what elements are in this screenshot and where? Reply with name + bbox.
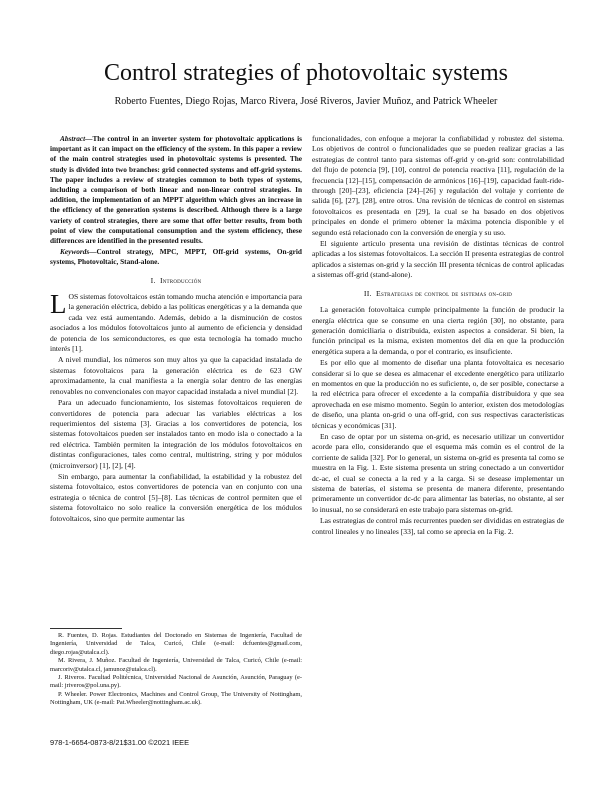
footnote: P. Wheeler. Power Electronics, Machines and Control Group, The University of Nottingham, Nottingham, UK (e-mail: Pat.Wheeler@nottingham.ac.uk).: [50, 690, 302, 707]
section-title: Introducción: [159, 275, 202, 285]
abstract: [50, 134, 302, 246]
intro-paragraph-1-text: OS sistemas fotovoltaicos están tomando mucha atención e importancia para la generación eléctrica, debido a las políticas energéticas y a la demanda que cada vez está aumentando. Además, debido a la disminución de costos asociados a los módulos fotovoltaicos junto al aumento de eficiencia y densidad de potencia de los semiconductores, es que esta tecnología ha tomado mucho interés [1].: [50, 292, 302, 354]
keywords-text: —Control strategy, MPC, MPPT, Off-grid systems, On-grid systems, Photovoltaic, Stand-alone.: [50, 247, 302, 267]
paper-title: Control strategies of photovoltaic systems: [104, 60, 508, 86]
footnote-rule: [50, 628, 122, 629]
abstract-text: —The control in an inverter system for photovoltaic applications is important as it can impact on the efficiency of the system. In this paper a review of the main control strategies used in photovoltaic systems is presented. The study is divided into two branches: grid connected systems and off-grid systems. The paper includes a review of strategies common to both types of systems, including a comparison of both linear and non-linear control strategies. In addition, the implementation of an MPPT algorithm which gives an increase in the efficiency of the generation systems is described. Although there is a large variety of control strategies, there are some that offer better results, from both point of view the computational consumption and the system efficiency, these differences are identified in the presented results.: [50, 134, 302, 246]
right-paragraph-5: En caso de optar por un sistema on-grid, es necesario utilizar un convertidor acorde para ello, considerando que el esquema más común es el control de la corriente de salida [32]. Por lo general, un sistema on-grid es presenta tal como se muestra en la Fig. 1. Este sistema presenta un string conectado a un convertidor dc-ac, el cual se conecta a la red y a la carga. Si se desease implementar un sistema de baterías, el sistema se presenta de manera diferente, presentando primeramente un convertidor dc-dc para alimentar las baterías, no obstante, al ser lo inusual, no se considerará en este trabajo para sistemas on-grid.: [312, 431, 564, 514]
section-title: Estrategias de control de sistemas on-grid: [375, 288, 513, 298]
intro-paragraph-2: A nivel mundial, los números son muy altos ya que la capacidad instalada de sistemas fotovoltaicos para la generación eléctrica es de 623 GW aproximadamente, la cual manifiesta a la energía solar dentro de las energías renovables no convencionales con mayor capacidad instalada a nivel mundial [2].: [50, 355, 302, 396]
right-paragraph-1: funcionalidades, con enfoque a mejorar la confiabilidad y robustez del sistema. Los objetivos de control o funcionalidades que se pueden realizar gracias a las estrategias de control tanto para sistemas off-grid y on-grid son: controlabilidad del flujo de potencia [9], [10], control de potencia reactiva [11], regulación de la frecuencia [12]–[15], compensación de armónicos [16]–[19], capacidad fault-ride-through [20]–[23], eficiencia [24]–[26] y regulación del voltaje y corriente de salida [6], [27], [28], entre otros. Una revisión de técnicas de control en sistemas fotovoltaicos es presentada en [29], la cual se ha basado en dos objetivos principales en donde el primero obtener la máxima potencia disponible y el segundo está relacionado con la conversión de energía y su uso.: [312, 134, 564, 237]
section-heading-on-grid: [312, 289, 564, 299]
section-number: I.: [150, 275, 156, 285]
section-heading-introduction: [50, 276, 302, 286]
intro-paragraph-1: [50, 289, 302, 354]
right-paragraph-2: El siguiente artículo presenta una revisión de distintas técnicas de control aplicadas a los sistemas fotovoltaicos. La sección II presenta estrategias de control aplicados a sistemas on-grid y la sección III presenta técnicas de control aplicadas a sistemas off-grid (stand-alone).: [312, 239, 564, 280]
footnote: R. Fuentes, D. Rojas. Estudiantes del Doctorado en Sistemas de Ingeniería, Facultad de Ingeniería, Universidad de Talca, Curicó, Chile (e-mail: dcfuentes@gmail.com, diego.rojas@utalca.cl).: [50, 632, 302, 656]
intro-paragraph-4: Sin embargo, para aumentar la confiabilidad, la estabilidad y la robustez del sistema fotovoltaico, estos convertidores de potencia van en conjunto con una estrategia o técnica de control [5]–[8]. Las técnicas de control permiten que el sistema fotovoltaico no solo realice la conversión energética de los módulos fotovoltaicos, sino que permite aumentar las: [50, 471, 302, 523]
author-list: Roberto Fuentes, Diego Rojas, Marco Rivera, José Riveros, Javier Muñoz, and Patrick Wheeler: [114, 96, 498, 107]
footnote: M. Rivera, J. Muñoz. Facultad de Ingeniería, Universidad de Talca, Curicó, Chile (e-mail: marcoriv@utalca.cl, jamunoz@utalca.cl).: [50, 657, 302, 673]
right-column: [312, 134, 564, 538]
author-footnotes: [50, 628, 302, 708]
footnote: J. Riveros. Facultad Politécnica, Universidad Nacional de Asunción, Asunción, Paraguay (e-mail: jriveros@pol.una.py).: [50, 674, 302, 690]
left-column: [50, 134, 302, 525]
drop-cap: L: [50, 289, 67, 320]
keywords: [50, 247, 302, 267]
section-number: II.: [363, 288, 372, 298]
copyright-notice: 978-1-6654-0873-8/21$31.00 ©2021 IEEE: [50, 738, 189, 747]
abstract-label: Abstract: [60, 134, 86, 143]
right-paragraph-6: Las estrategias de control más recurrentes pueden ser divididas en estrategias de control lineales y no lineales [33], tal como se aprecia en la Fig. 2.: [312, 516, 564, 536]
intro-paragraph-3: Para un adecuado funcionamiento, los sistemas fotovoltaicos requieren de convertidores de potencia para adecuar las variables eléctricas a los requerimientos del sistema [3]. Gracias a los convertidores de potencia, los sistemas fotovoltaicos pueden ser instalados tanto en modo isla o conectado a la red eléctrica. También permiten la integración de los módulos fotovoltaicos en distintas configuraciones, tales como central, multistring, string y por módulos (microinversor) [1], [2], [4].: [50, 398, 302, 470]
right-paragraph-3: La generación fotovoltaica cumple principalmente la función de producir la energía eléctrica que se consume en una cierta región [30], no obstante, para generación domiciliaria o distribuida, existen aspectos a considerar. Si bien, la función principal es la misma, existen momentos del día en que la producción energética supera a la demanda, o por el contrario, es insuficiente.: [312, 305, 564, 356]
keywords-label: Keywords: [60, 247, 90, 257]
right-paragraph-4: Es por ello que al momento de diseñar una planta fotovoltaica es necesario considerar si lo que se desea es almacenar el excedente energético para utilizarlo en momentos en que la producción no es suficiente, o, de ser posible, conectarse a la red eléctrica para ofrecer el excedente a la compañía distribuidora y que sea aprovechada en ese mismo momento. Según lo anterior, existen dos metodologías de diseño, una planta on-grid o una off-grid, con sus respectivas características técnicas y económicas [31].: [312, 358, 564, 430]
